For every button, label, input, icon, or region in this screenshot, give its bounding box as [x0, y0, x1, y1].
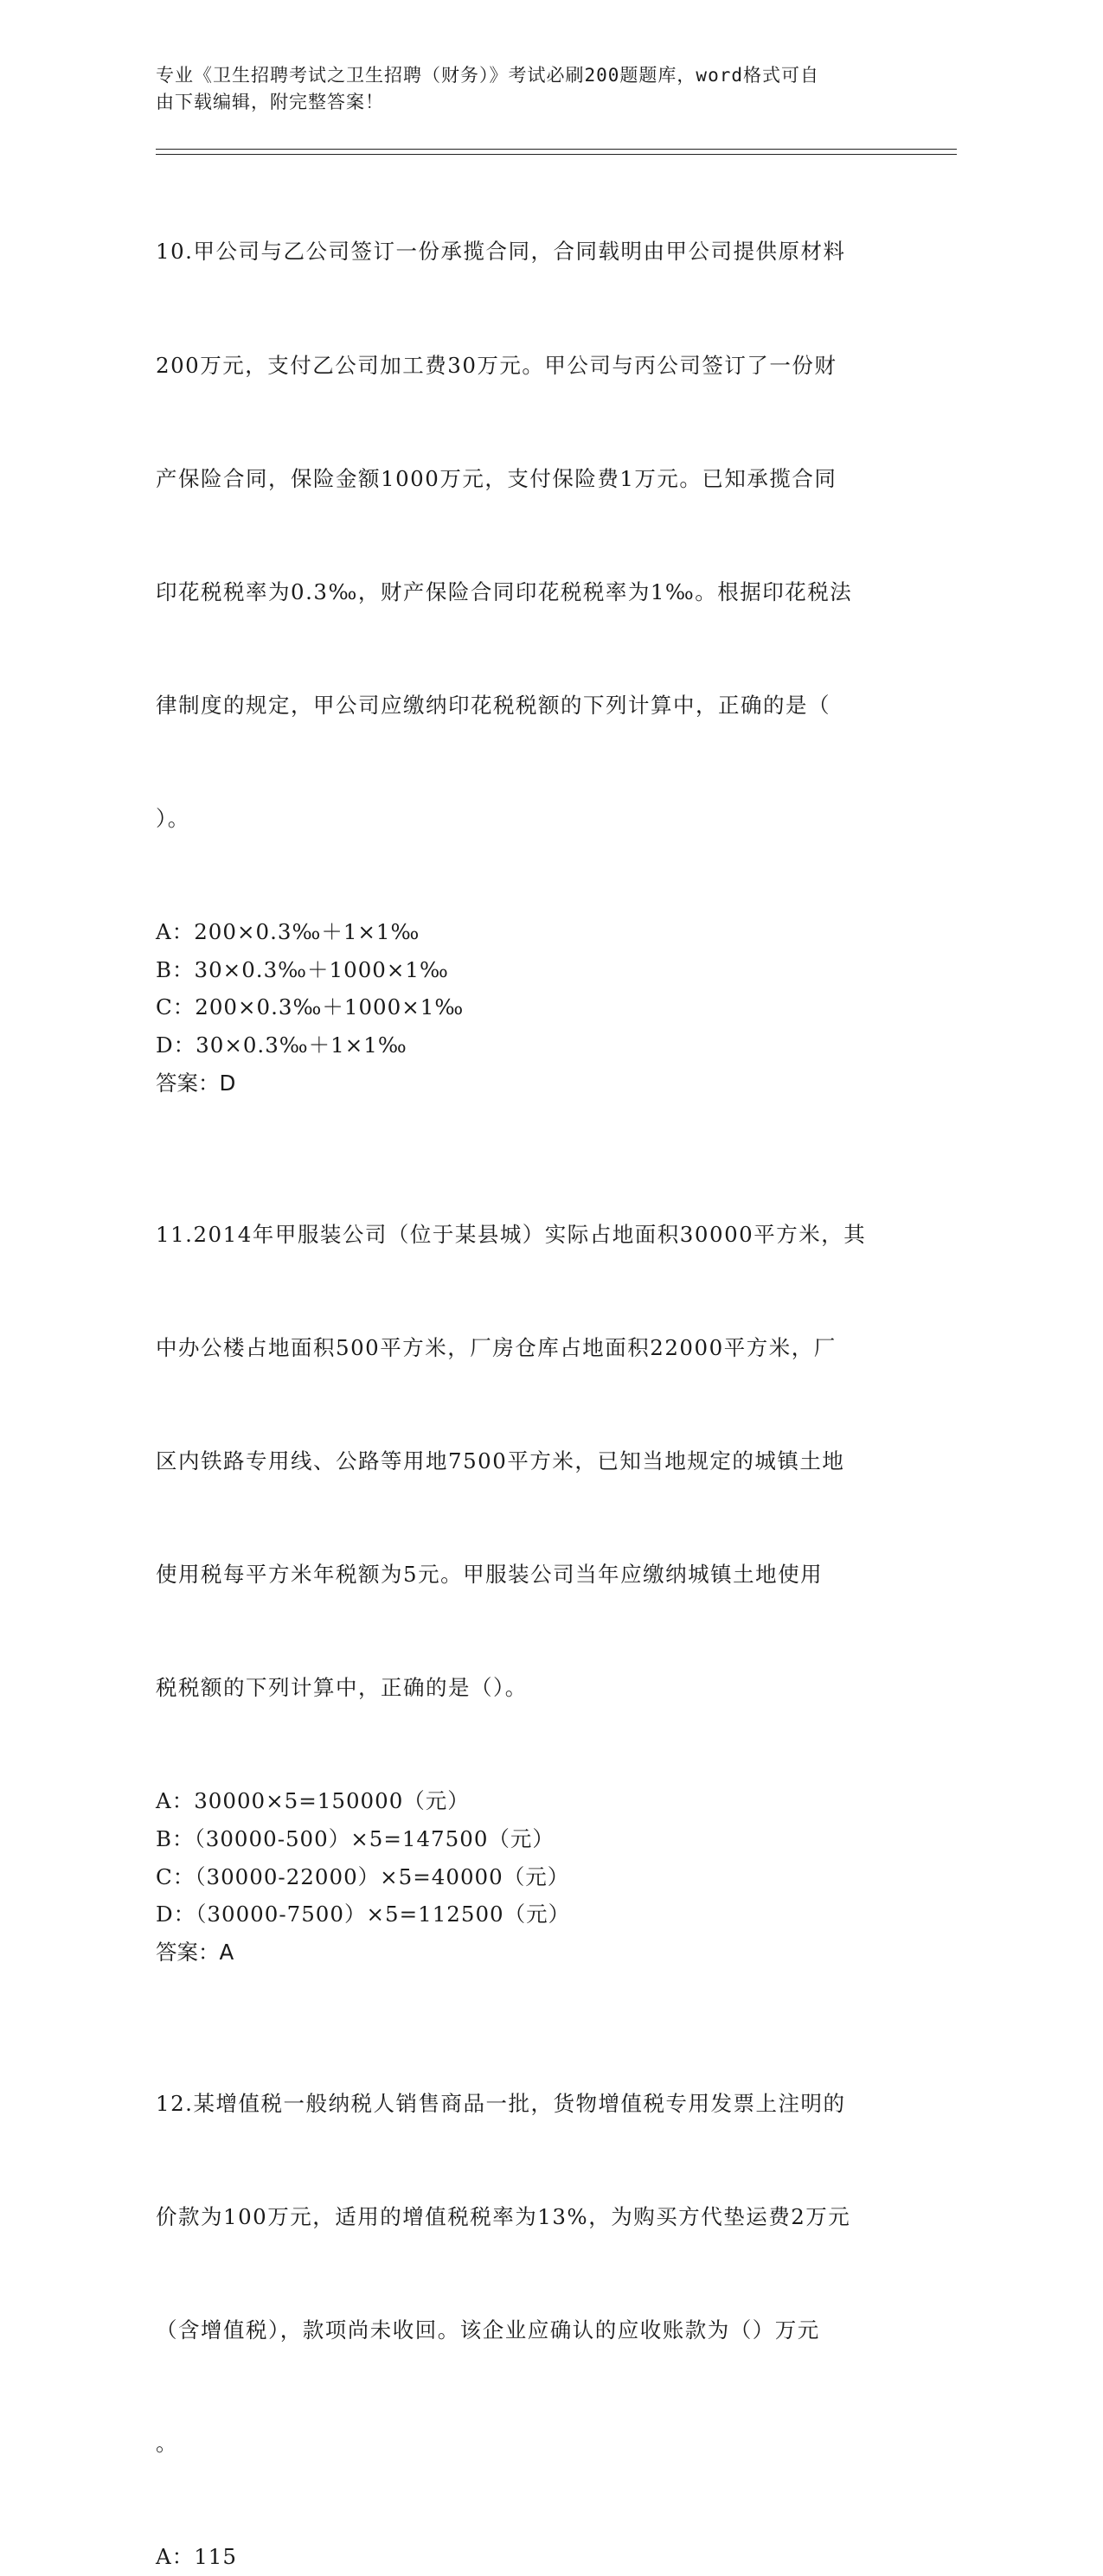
- stem-line: 11.2014年甲服装公司（位于某县城）实际占地面积30000平方米，其: [156, 1221, 867, 1247]
- option-c: C：200×0.3‰＋1000×1‰: [156, 994, 465, 1020]
- question-12: [156, 2009, 900, 2576]
- answer-label: 答案：A: [156, 1940, 234, 1966]
- stem-line: 区内铁路专用线、公路等用地7500平方米，已知当地规定的城镇土地: [156, 1448, 845, 1473]
- option-a: A：30000×5=150000（元）: [156, 1788, 470, 1814]
- stem-line: 200万元，支付乙公司加工费30万元。甲公司与丙公司签订了一份财: [156, 352, 837, 378]
- stem-line: 价款为100万元，适用的增值税税率为13%，为购买方代垫运费2万元: [156, 2203, 851, 2229]
- header-divider-top: [156, 149, 957, 150]
- header-line-1: 专业《卫生招聘考试之卫生招聘（财务）》考试必刷200题题库，word格式可自: [156, 65, 819, 86]
- stem-line: 。: [156, 2431, 178, 2457]
- stem-line: （含增值税），款项尚未收回。该企业应确认的应收账款为（）万元: [156, 2317, 820, 2343]
- question-stem: [156, 2009, 900, 2538]
- option-a: A：115: [156, 2544, 237, 2570]
- question-list: [156, 157, 900, 2576]
- stem-line: 10.甲公司与乙公司签订一份承揽合同，合同载明由甲公司提供原材料: [156, 239, 846, 265]
- question-stem: [156, 1140, 900, 1782]
- question-10: [156, 157, 900, 1103]
- stem-line: 税税额的下列计算中，正确的是（）。: [156, 1675, 528, 1701]
- option-d: D：（30000-7500）×5=112500（元）: [156, 1902, 571, 1927]
- question-spacer: [156, 1972, 900, 2010]
- option-c: C：（30000-22000）×5=40000（元）: [156, 1863, 570, 1889]
- stem-line: 使用税每平方米年税额为5元。甲服装公司当年应缴纳城镇土地使用: [156, 1562, 824, 1587]
- stem-line: 产保险合同，保险金额1000万元，支付保险费1万元。已知承揽合同: [156, 465, 837, 491]
- option-b: B：（30000-500）×5=147500（元）: [156, 1825, 555, 1851]
- stem-line: 12.某增值税一般纳税人销售商品一批，货物增值税专用发票上注明的: [156, 2090, 846, 2116]
- stem-line: ）。: [156, 805, 190, 831]
- option-d: D：30×0.3‰＋1×1‰: [156, 1032, 407, 1058]
- header-divider-bottom: [156, 154, 957, 155]
- option-a: A：200×0.3‰＋1×1‰: [156, 919, 420, 945]
- question-spacer: [156, 1103, 900, 1141]
- document-header: [156, 62, 900, 116]
- question-11: [156, 1140, 900, 1971]
- stem-line: 印花税税率为0.3‰，财产保险合同印花税税率为1‰。根据印花税法: [156, 578, 853, 604]
- question-stem: [156, 157, 900, 913]
- stem-line: 律制度的规定，甲公司应缴纳印花税税额的下列计算中，正确的是（: [156, 692, 830, 718]
- option-b: B：30×0.3‰＋1000×1‰: [156, 956, 449, 982]
- stem-line: 中办公楼占地面积500平方米，厂房仓库占地面积22000平方米，厂: [156, 1334, 837, 1360]
- answer-label: 答案：D: [156, 1070, 236, 1096]
- header-line-2: 由下载编辑，附完整答案！: [156, 92, 384, 112]
